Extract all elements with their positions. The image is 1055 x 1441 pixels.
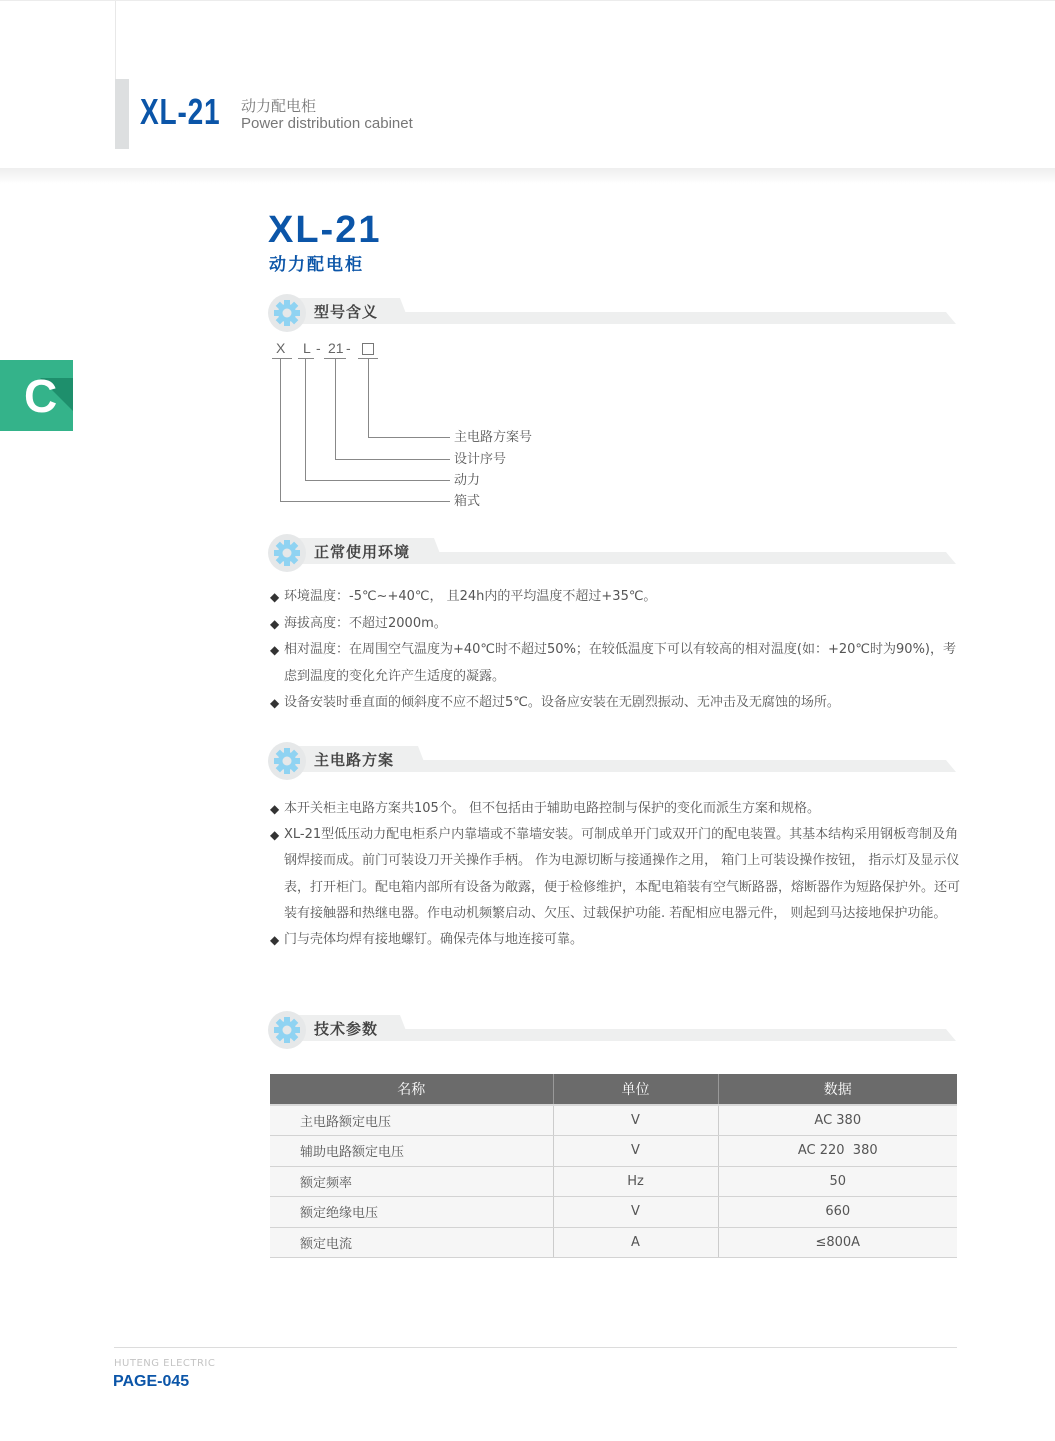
list-item bbox=[270, 927, 960, 953]
footer-brand: HUTENG ELECTRIC bbox=[114, 1358, 216, 1369]
code-part-placeholder-box bbox=[362, 343, 374, 355]
label-main-circuit-scheme: 主电路方案号 bbox=[454, 430, 533, 445]
cell-unit: A bbox=[553, 1227, 718, 1258]
section-title: 型号含义 bbox=[314, 303, 379, 321]
table-row bbox=[270, 1166, 957, 1197]
label-design-serial: 设计序号 bbox=[454, 452, 507, 467]
leader-horizontal-1 bbox=[368, 437, 450, 438]
cell-name: 辅助电路额定电压 bbox=[270, 1136, 553, 1167]
section-header-environment bbox=[268, 532, 958, 574]
diamond-bullet-icon: ◆ bbox=[270, 828, 280, 843]
diamond-bullet-icon: ◆ bbox=[270, 933, 280, 948]
cell-unit: Hz bbox=[553, 1166, 718, 1197]
header-product-code: XL-21 bbox=[140, 91, 221, 132]
leader-horizontal-3 bbox=[305, 480, 450, 481]
section-title: 技术参数 bbox=[314, 1020, 379, 1038]
cell-value: 660 bbox=[718, 1197, 957, 1228]
list-item-text: 相对温度：在周围空气温度为+40℃时不超过50%；在较低温度下可以有较高的相对温度(如：+20℃时为90%)，考虑到温度的变化允许产生适度的凝露。 bbox=[284, 642, 957, 684]
leader-vertical-2 bbox=[335, 358, 336, 459]
code-part-l: L bbox=[303, 340, 311, 356]
page-number: PAGE-045 bbox=[113, 1373, 190, 1390]
diamond-bullet-icon: ◆ bbox=[270, 696, 280, 710]
leader-vertical-4 bbox=[280, 358, 281, 501]
column-header-name: 名称 bbox=[270, 1074, 553, 1105]
list-item-text: XL-21型低压动力配电柜系户内靠墙或不靠墙安装。可制成单开门或双开门的配电装置。其基本结构采用钢板弯制及角钢焊接而成。前门可装设刀开关操作手柄。 作为电源切断与接通操作之用， 箱门上可装设操作按钮， 指示灯及显示仪表，打开柜门。配电箱内部所有设备为敞露，便于检修维护，本配电箱装有空气断路器，熔断器作为短路保护外。还可装有接触器和热继电器。作电动机频繁启动、欠压、过载保护功能. 若配相应电器元件， 则起到马达接地保护功能。 bbox=[284, 827, 961, 921]
header-product-name-en: Power distribution cabinet bbox=[241, 115, 413, 132]
table-row bbox=[270, 1105, 957, 1136]
label-box-type: 箱式 bbox=[454, 494, 481, 509]
page-header bbox=[0, 0, 1055, 167]
cell-value: AC 220 380 bbox=[718, 1136, 957, 1167]
cell-name: 主电路额定电压 bbox=[270, 1105, 553, 1136]
table-row bbox=[270, 1136, 957, 1167]
list-item-text: 设备安装时垂直面的倾斜度不应不超过5℃。设备应安装在无剧烈振动、无冲击及无腐蚀的场所。 bbox=[284, 695, 840, 710]
list-item bbox=[270, 584, 960, 611]
list-item-text: 环境温度：-5℃~+40℃， 且24h内的平均温度不超过+35℃。 bbox=[284, 589, 657, 604]
main-circuit-list bbox=[270, 796, 960, 953]
header-accent-bar bbox=[115, 79, 129, 149]
cell-unit: V bbox=[553, 1136, 718, 1167]
column-header-value: 数据 bbox=[718, 1074, 957, 1105]
section-header-main-circuit bbox=[268, 740, 958, 782]
product-code: XL-21 bbox=[268, 209, 382, 251]
underline-l bbox=[298, 358, 314, 359]
leader-horizontal-2 bbox=[335, 459, 450, 460]
section-header-tech-params bbox=[268, 1009, 958, 1051]
cell-name: 额定频率 bbox=[270, 1166, 553, 1197]
leader-vertical-1 bbox=[368, 358, 369, 437]
list-item bbox=[270, 796, 960, 822]
model-meaning-diagram bbox=[270, 338, 570, 518]
diamond-bullet-icon: ◆ bbox=[270, 643, 280, 657]
gear-icon bbox=[268, 742, 306, 780]
label-power: 动力 bbox=[454, 473, 481, 488]
cell-unit: V bbox=[553, 1105, 718, 1136]
list-item bbox=[270, 822, 960, 927]
list-item bbox=[270, 637, 960, 690]
header-divider bbox=[115, 1, 116, 81]
table-row bbox=[270, 1227, 957, 1258]
cell-value: ≤800A bbox=[718, 1227, 957, 1258]
list-item bbox=[270, 611, 960, 638]
table-row bbox=[270, 1197, 957, 1228]
cell-value: AC 380 bbox=[718, 1105, 957, 1136]
code-part-21: 21 bbox=[328, 340, 344, 356]
leader-horizontal-4 bbox=[280, 501, 450, 502]
list-item-text: 海拔高度：不超过2000m。 bbox=[284, 615, 447, 631]
diamond-bullet-icon: ◆ bbox=[270, 590, 280, 604]
cell-value: 50 bbox=[718, 1166, 957, 1197]
list-item-text: 本开关柜主电路方案共105个。 但不包括由于辅助电路控制与保护的变化而派生方案和规格。 bbox=[284, 801, 820, 816]
product-name: 动力配电柜 bbox=[269, 255, 364, 275]
diamond-bullet-icon: ◆ bbox=[270, 802, 280, 816]
section-header-model-meaning bbox=[268, 292, 958, 334]
footer-divider bbox=[114, 1347, 957, 1348]
cell-name: 额定电流 bbox=[270, 1227, 553, 1258]
section-title: 主电路方案 bbox=[314, 751, 395, 769]
chapter-letter: C bbox=[24, 370, 58, 422]
cell-unit: V bbox=[553, 1197, 718, 1228]
header-product-name-cn: 动力配电柜 bbox=[241, 97, 317, 115]
table-header-row bbox=[270, 1074, 957, 1105]
gear-icon bbox=[268, 294, 306, 332]
column-header-unit: 单位 bbox=[553, 1074, 718, 1105]
code-part-x: X bbox=[276, 340, 286, 356]
tech-params-table bbox=[270, 1074, 957, 1258]
gear-icon bbox=[268, 1011, 306, 1049]
list-item-text: 门与壳体均焊有接地螺钉。确保壳体与地连接可靠。 bbox=[284, 932, 584, 948]
underline-x bbox=[272, 358, 292, 359]
list-item bbox=[270, 690, 960, 717]
code-part-dash-2: - bbox=[346, 340, 351, 356]
environment-list bbox=[270, 584, 960, 717]
cell-name: 额定绝缘电压 bbox=[270, 1197, 553, 1228]
code-part-dash-1: - bbox=[316, 340, 321, 356]
chapter-tab bbox=[0, 360, 73, 431]
section-title: 正常使用环境 bbox=[314, 543, 411, 561]
leader-vertical-3 bbox=[305, 358, 306, 480]
diamond-bullet-icon: ◆ bbox=[270, 616, 280, 631]
gear-icon bbox=[268, 534, 306, 572]
